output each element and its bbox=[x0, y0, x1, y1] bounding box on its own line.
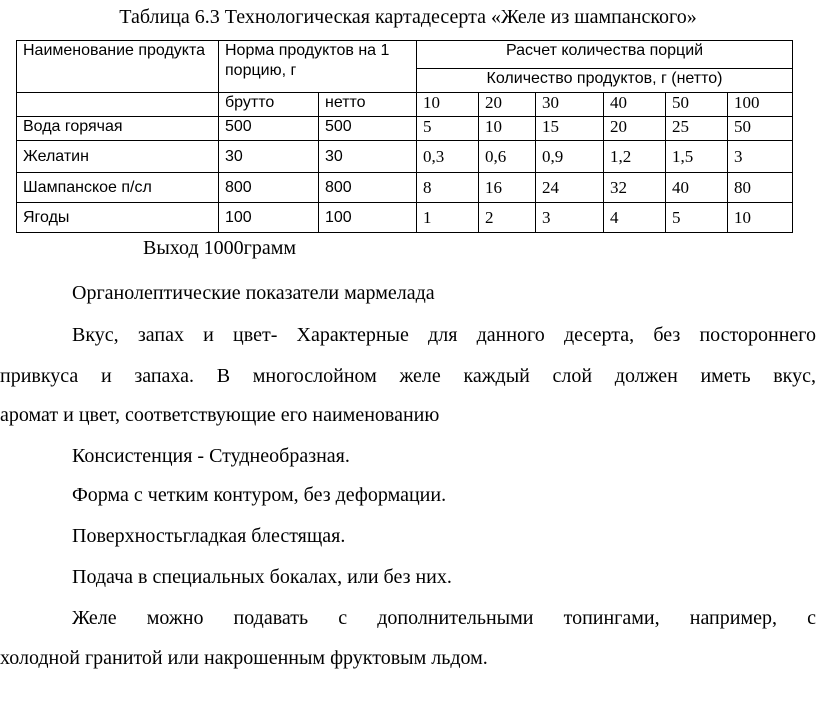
toppings-paragraph-line: Желе можно подавать с дополнительными топингами, например, с bbox=[72, 607, 816, 629]
header-calc: Расчет количества порций bbox=[417, 41, 793, 69]
header-qty: Количество продуктов, г (нетто) bbox=[417, 69, 793, 93]
product-name: Вода горячая bbox=[17, 117, 219, 141]
portion-value: 20 bbox=[604, 117, 666, 141]
header-portion: 40 bbox=[604, 93, 666, 117]
product-name: Шампанское п/сл bbox=[17, 173, 219, 203]
product-name: Желатин bbox=[17, 141, 219, 173]
taste-paragraph-line: Вкус, запах и цвет- Характерные для данного десерта, без постороннего bbox=[72, 324, 816, 346]
header-brutto: брутто bbox=[219, 93, 319, 117]
product-name: Ягоды bbox=[17, 203, 219, 233]
header-netto: нетто bbox=[319, 93, 417, 117]
recipe-table bbox=[16, 40, 793, 233]
portion-value: 24 bbox=[536, 173, 604, 203]
table-row bbox=[17, 117, 793, 141]
portion-value: 2 bbox=[479, 203, 536, 233]
portion-value: 0,6 bbox=[479, 141, 536, 173]
header-portion: 50 bbox=[666, 93, 728, 117]
netto-value: 30 bbox=[319, 141, 417, 173]
portion-value: 0,3 bbox=[417, 141, 479, 173]
portion-value: 3 bbox=[728, 141, 793, 173]
section-heading: Органолептические показатели мармелада bbox=[72, 282, 435, 304]
brutto-value: 500 bbox=[219, 117, 319, 141]
portion-value: 40 bbox=[666, 173, 728, 203]
brutto-value: 100 bbox=[219, 203, 319, 233]
netto-value: 800 bbox=[319, 173, 417, 203]
portion-value: 80 bbox=[728, 173, 793, 203]
portion-value: 0,9 bbox=[536, 141, 604, 173]
table-row bbox=[17, 141, 793, 173]
portion-value: 4 bbox=[604, 203, 666, 233]
surface-paragraph: Поверхностьгладкая блестящая. bbox=[72, 525, 346, 547]
shape-paragraph: Форма с четким контуром, без деформации. bbox=[72, 484, 447, 506]
header-portion: 100 bbox=[728, 93, 793, 117]
portion-value: 50 bbox=[728, 117, 793, 141]
portion-value: 1,5 bbox=[666, 141, 728, 173]
portion-value: 5 bbox=[666, 203, 728, 233]
portion-value: 5 bbox=[417, 117, 479, 141]
serving-paragraph: Подача в специальных бокалах, или без них. bbox=[72, 566, 452, 588]
output-yield: Выход 1000грамм bbox=[143, 237, 297, 259]
portion-value: 15 bbox=[536, 117, 604, 141]
brutto-value: 800 bbox=[219, 173, 319, 203]
taste-paragraph-line: привкуса и запаха. В многослойном желе каждый слой должен иметь вкус, bbox=[0, 365, 816, 387]
portion-value: 1 bbox=[417, 203, 479, 233]
consistency-paragraph: Консистенция - Студнеобразная. bbox=[72, 445, 350, 467]
table-caption: Таблица 6.3 Технологическая картадесерта «Желе из шампанского» bbox=[119, 6, 697, 28]
portion-value: 3 bbox=[536, 203, 604, 233]
portion-value: 32 bbox=[604, 173, 666, 203]
brutto-value: 30 bbox=[219, 141, 319, 173]
portion-value: 10 bbox=[728, 203, 793, 233]
netto-value: 500 bbox=[319, 117, 417, 141]
netto-value: 100 bbox=[319, 203, 417, 233]
table-row bbox=[17, 203, 793, 233]
header-portion: 20 bbox=[479, 93, 536, 117]
portion-value: 1,2 bbox=[604, 141, 666, 173]
header-portion: 10 bbox=[417, 93, 479, 117]
header-empty-cell bbox=[17, 93, 219, 117]
header-product: Наименование продукта bbox=[17, 41, 219, 93]
portion-value: 16 bbox=[479, 173, 536, 203]
portion-value: 25 bbox=[666, 117, 728, 141]
portion-value: 10 bbox=[479, 117, 536, 141]
table-row bbox=[17, 173, 793, 203]
portion-value: 8 bbox=[417, 173, 479, 203]
taste-paragraph-line: аромат и цвет, соответствующие его наименованию bbox=[0, 404, 440, 426]
header-portion: 30 bbox=[536, 93, 604, 117]
toppings-paragraph-line: холодной гранитой или накрошенным фруктовым льдом. bbox=[0, 647, 488, 669]
header-norm: Норма продуктов на 1 порцию, г bbox=[219, 41, 417, 93]
